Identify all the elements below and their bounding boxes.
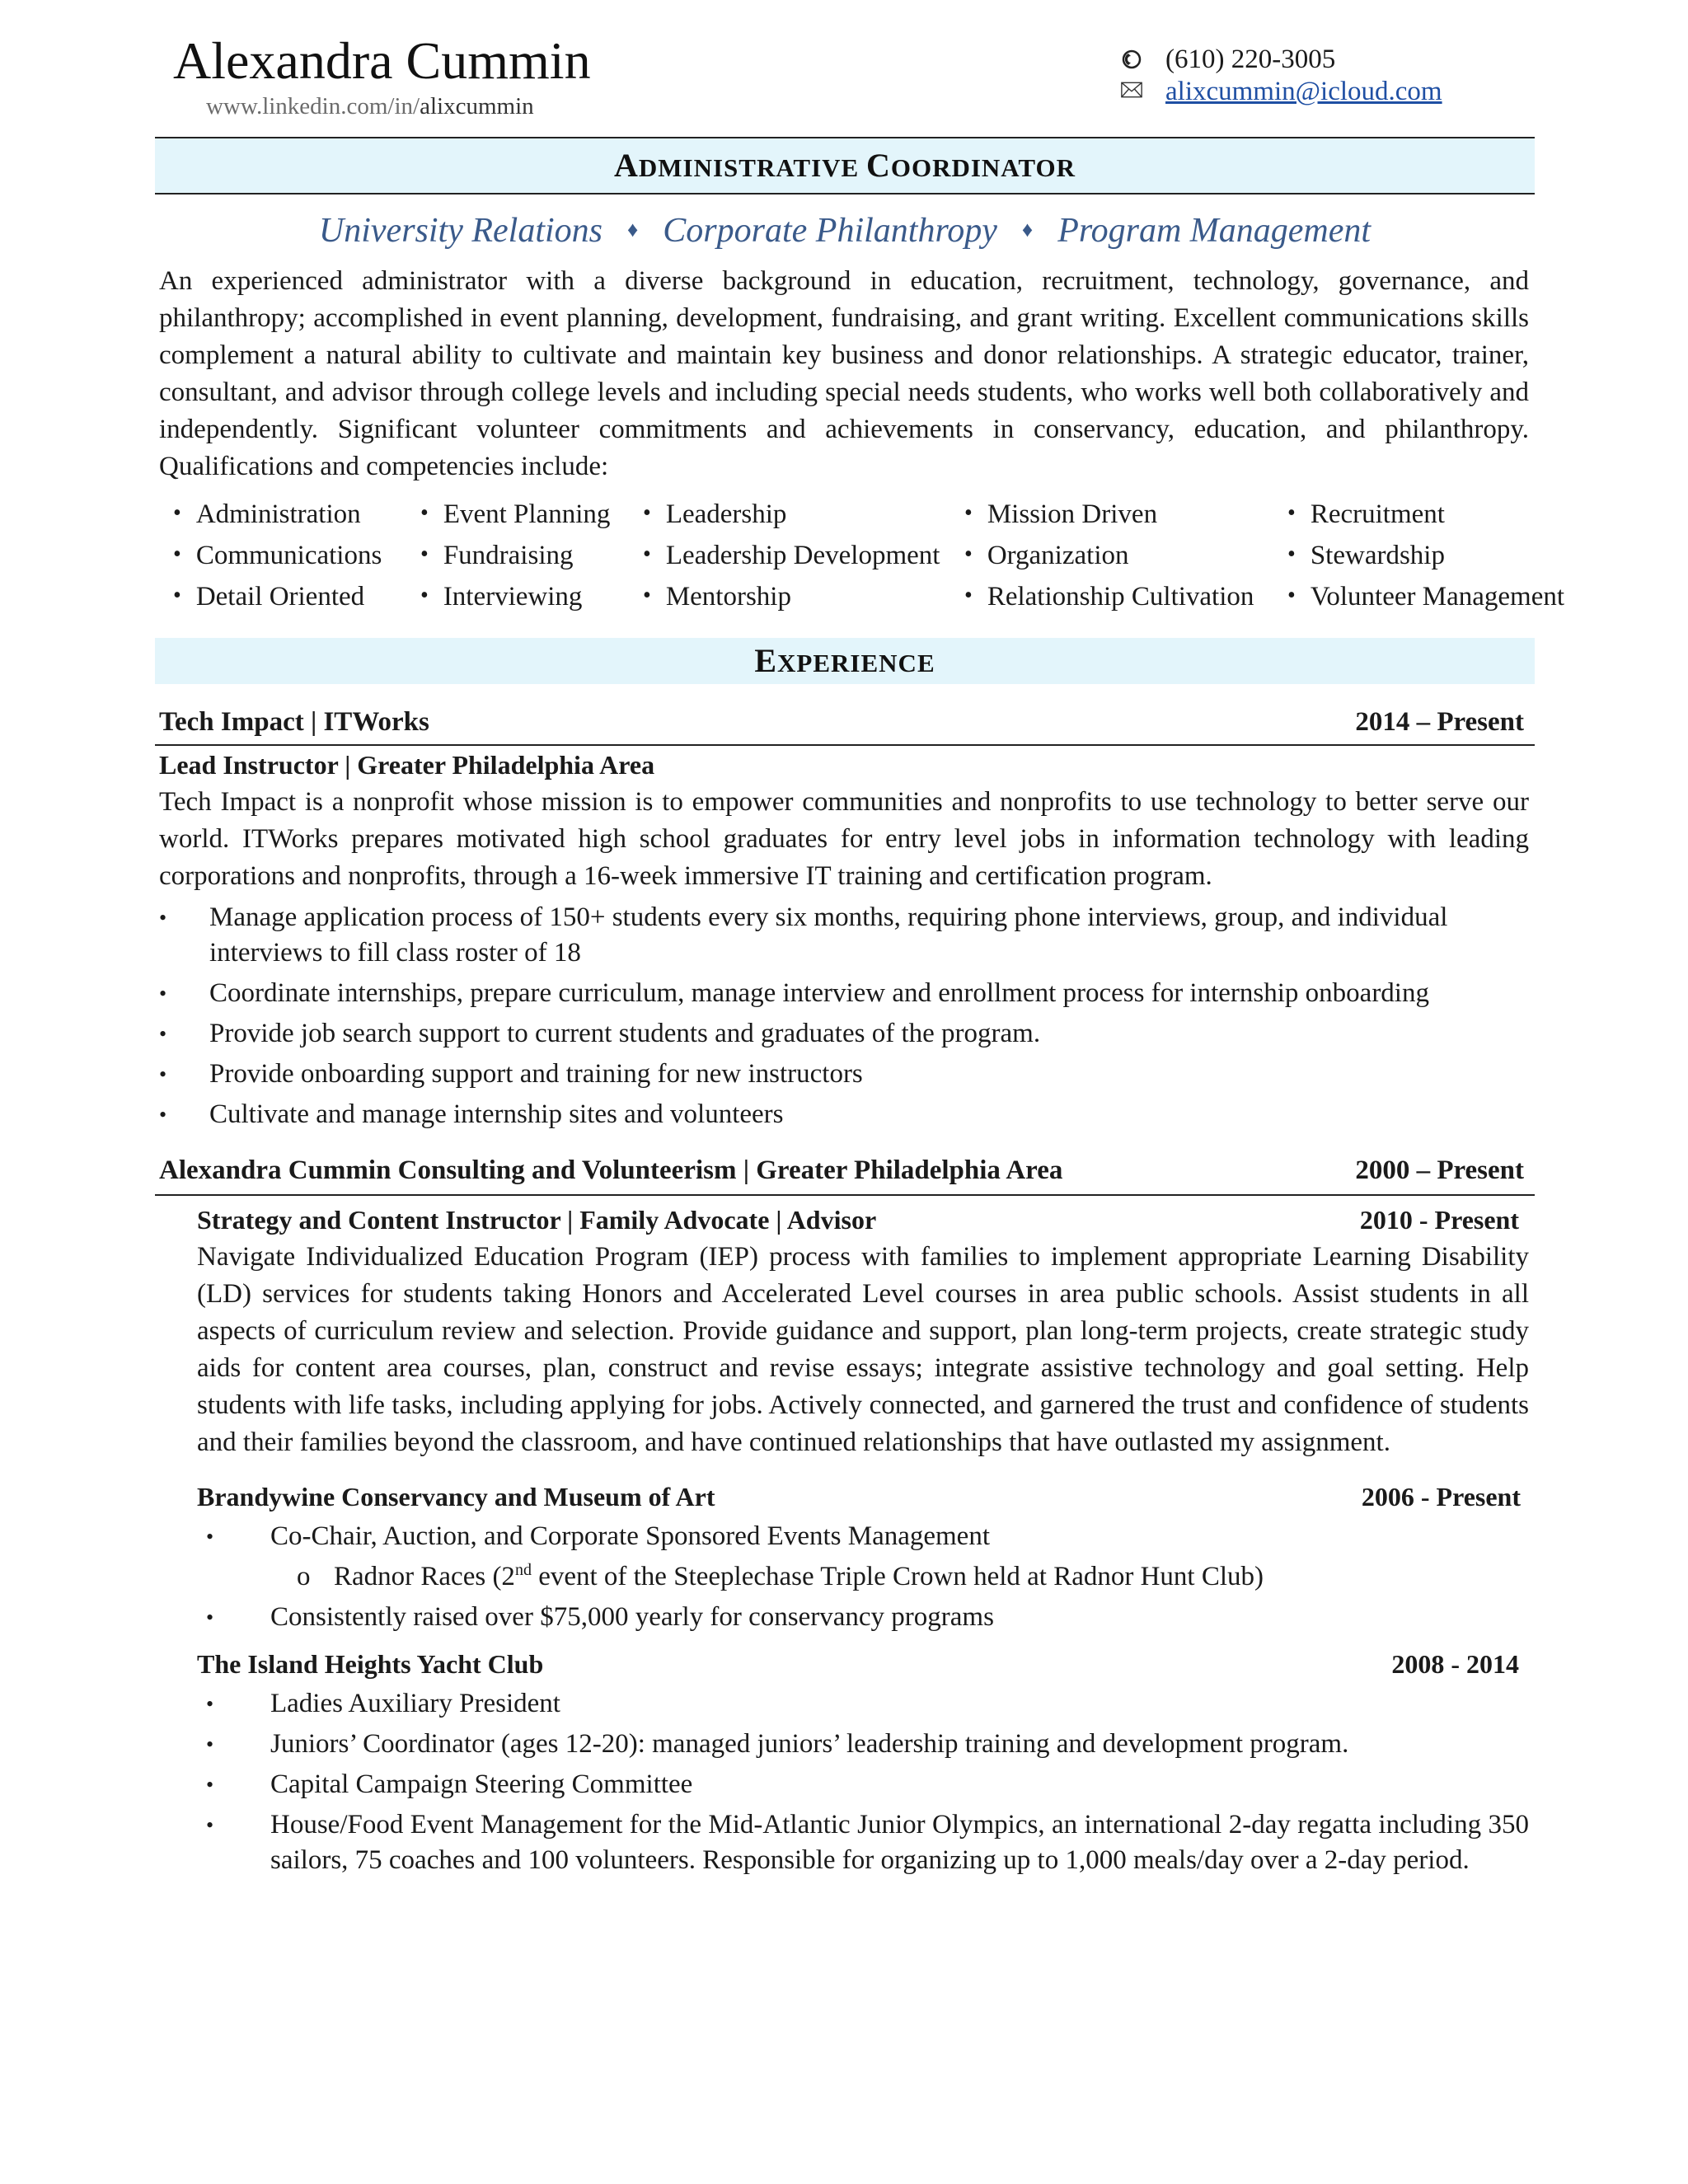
- competency-item: • Mission Driven: [964, 499, 1158, 529]
- sub-role-bullets: [206, 1686, 1529, 1878]
- sub-role-header: The Island Heights Yacht Club 2008 - 2014: [197, 1649, 1519, 1679]
- competency-item: • Organization: [964, 541, 1129, 570]
- job-rule: [155, 744, 1535, 746]
- phone-number: (610) 220-3005: [1165, 45, 1336, 74]
- job-bullets: [159, 900, 1529, 1132]
- tagline-item: Program Management: [1057, 212, 1372, 250]
- diamond-icon: ♦: [1021, 218, 1034, 241]
- bullet-item: • Manage application process of 150+ students every six months, requiring phone interviews, group, and individual interviews to fill class roster of 18: [159, 902, 1448, 968]
- job-role: Lead Instructor | Greater Philadelphia Area: [159, 750, 655, 780]
- competency-item: • Stewardship: [1287, 541, 1445, 570]
- job-org: Tech Impact | ITWorks: [159, 707, 429, 737]
- competency-item: • Leadership Development: [643, 541, 940, 570]
- job-description: Tech Impact is a nonprofit whose mission is to empower communities and nonprofits to use technology to better serve our world. ITWorks prepares motivated high school graduates for entry level jobs in information technology with leading corporations and nonprofits, through a 16-week immersive IT training and certification program.: [159, 787, 1529, 891]
- bullet-item: • Ladies Auxiliary President: [206, 1689, 560, 1718]
- competency-item: • Recruitment: [1287, 499, 1445, 529]
- linkedin-url[interactable]: [206, 92, 534, 120]
- candidate-name: Alexandra Cummin: [173, 31, 591, 90]
- competency-item: • Administration: [173, 499, 361, 529]
- competency-item: • Communications: [173, 541, 382, 570]
- bullet-item: • Provide job search support to current students and graduates of the program.: [159, 1019, 1041, 1048]
- envelope-icon: [1121, 81, 1142, 102]
- title-band: ADMINISTRATIVE COORDINATOR: [155, 138, 1535, 193]
- linkedin-prefix: www.linkedin.com/in/: [206, 93, 420, 120]
- sub-bullet-item: o Radnor Races (2nd event of the Steeplechase Triple Crown held at Radnor Hunt Club): [297, 1561, 1264, 1591]
- competency-column-1: [173, 494, 382, 618]
- email-link[interactable]: alixcummin@icloud.com: [1165, 77, 1442, 106]
- diamond-icon: ♦: [627, 218, 639, 241]
- bullet-item: • Capital Campaign Steering Committee: [206, 1769, 693, 1799]
- bullet-item: • Coordinate internships, prepare curriculum, manage interview and enrollment process for internship onboarding: [159, 978, 1429, 1008]
- sub-role-header: Strategy and Content Instructor | Family Advocate | Advisor 2010 - Present: [197, 1205, 1519, 1235]
- bullet-item: • Co-Chair, Auction, and Corporate Sponsored Events Management: [206, 1521, 991, 1551]
- competency-column-2: [420, 494, 610, 618]
- email-line: [1121, 75, 1442, 108]
- job-header: [159, 705, 1524, 738]
- competency-column-5: [1287, 494, 1564, 618]
- competency-item: • Volunteer Management: [1287, 582, 1565, 612]
- competency-column-4: [964, 494, 1254, 618]
- bullet-item: • Juniors’ Coordinator (ages 12-20): managed juniors’ leadership training and development program.: [206, 1729, 1349, 1759]
- competency-item: • Mentorship: [643, 582, 791, 612]
- job-rule: [155, 1194, 1535, 1196]
- bullet-item: • Cultivate and manage internship sites and volunteers: [159, 1099, 784, 1129]
- bullet-item: • Consistently raised over $75,000 yearly for conservancy programs: [206, 1602, 994, 1632]
- sub-role-bullets: [206, 1519, 1529, 1635]
- competency-item: • Leadership: [643, 499, 787, 529]
- competency-item: • Detail Oriented: [173, 582, 365, 612]
- linkedin-handle: alixcummin: [420, 93, 534, 120]
- job-dates: 2000 – Present: [1355, 1155, 1524, 1185]
- tagline-item: University Relations: [318, 212, 603, 250]
- tagline: [155, 210, 1535, 255]
- summary-paragraph: An experienced administrator with a diverse background in education, recruitment, technology, governance, and philanthropy; accomplished in event planning, development, fundraising, and grant writing. Excellent communications skills complement a natural ability to cultivate and maintain key business and donor relationships. A strategic educator, trainer, consultant, and advisor through college levels and including special needs students, who works well both collaboratively and independently. Significant volunteer commitments and achievements in conservancy, education, and philanthropy. Qualifications and competencies include:: [159, 266, 1529, 481]
- competency-item: • Interviewing: [420, 582, 583, 612]
- job-org: Alexandra Cummin Consulting and Volunteerism | Greater Philadelphia Area: [159, 1155, 1063, 1185]
- sub-role-description: Navigate Individualized Education Program (IEP) process with families to implement appropriate Learning Disability (LD) services for students taking Honors and Accelerated Level courses in area public schools. Assist students in all aspects of curriculum review and selection. Provide guidance and support, plan long-term projects, create strategic study aids for content area courses, plan, construct and revise essays; integrate assistive technology and goal setting. Help students with life tasks, including applying for jobs. Actively connected, and garnered the trust and confidence of students and their families beyond the classroom, and have continued relationships that have outlasted my assignment.: [197, 1242, 1529, 1457]
- competency-item: • Fundraising: [420, 541, 574, 570]
- phone-icon: [1121, 49, 1142, 70]
- title-bottom-rule: [155, 193, 1535, 194]
- bullet-item: • House/Food Event Management for the Mid-Atlantic Junior Olympics, an international 2-day regatta including 350 sailors, 75 coaches and 100 volunteers. Responsible for organizing up to 1,000 meals/day over a 2-day period.: [206, 1810, 1529, 1875]
- sub-role-header: Brandywine Conservancy and Museum of Art 2006 - Present: [197, 1482, 1521, 1511]
- experience-band: EXPERIENCE: [155, 638, 1535, 684]
- competency-item: • Relationship Cultivation: [964, 582, 1254, 612]
- competency-column-3: [643, 494, 940, 618]
- phone-line: [1121, 43, 1335, 76]
- job-dates: 2014 – Present: [1355, 707, 1524, 737]
- job-header: [159, 1154, 1524, 1187]
- tagline-item: Corporate Philanthropy: [663, 212, 997, 250]
- competency-item: • Event Planning: [420, 499, 611, 529]
- bullet-item: • Provide onboarding support and training for new instructors: [159, 1059, 863, 1089]
